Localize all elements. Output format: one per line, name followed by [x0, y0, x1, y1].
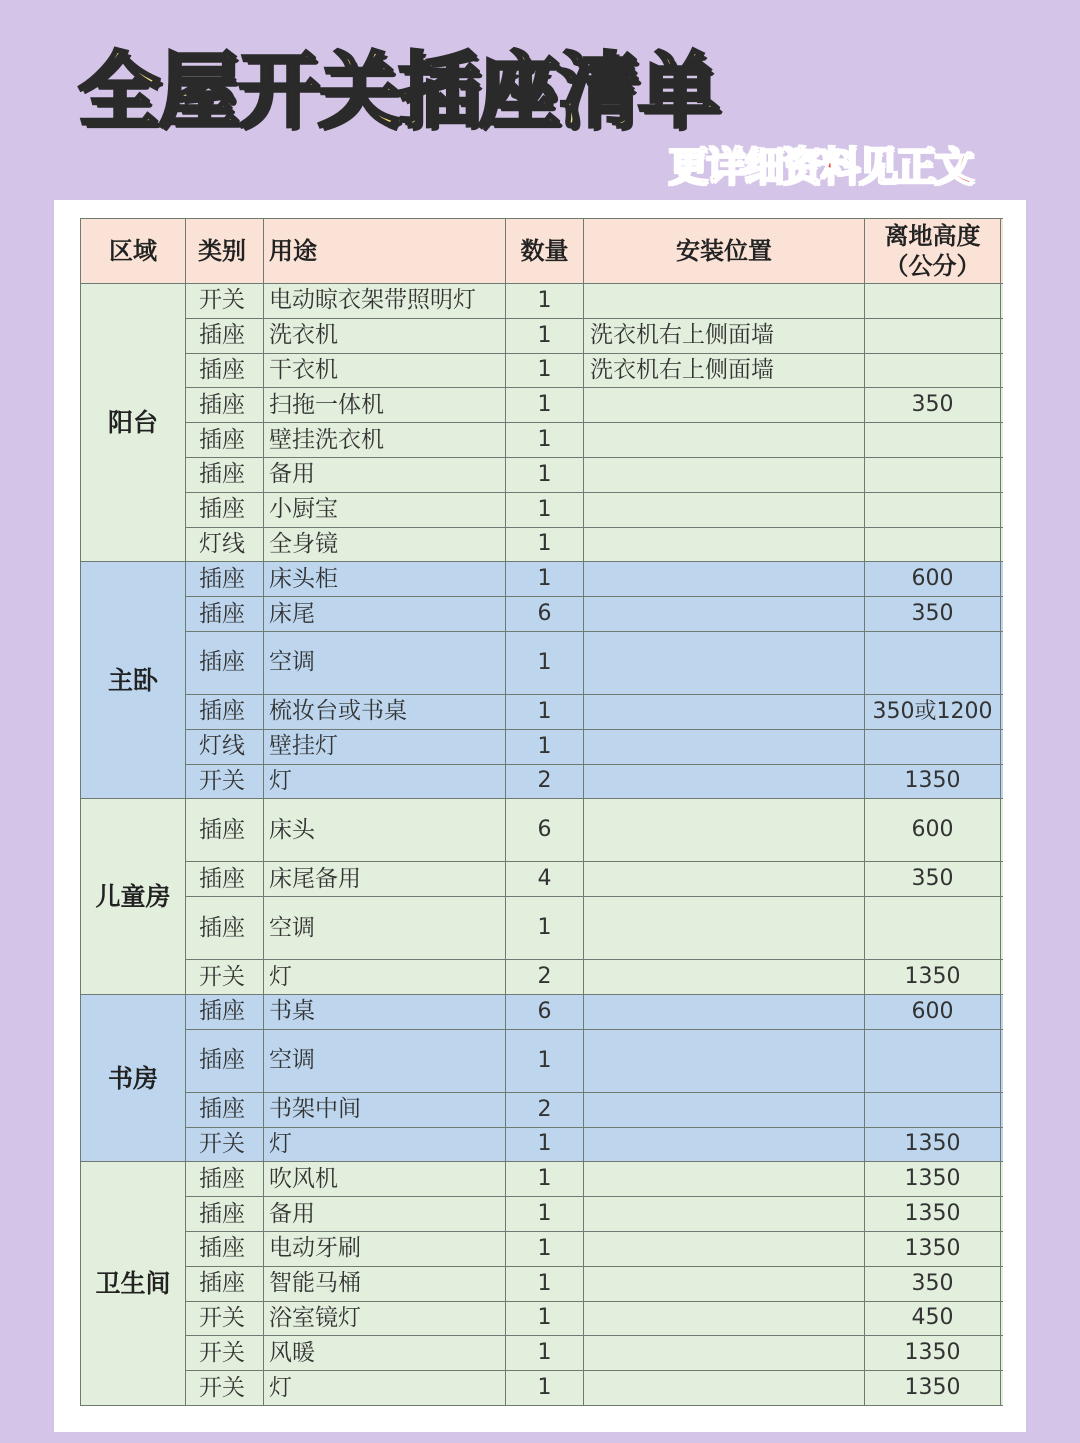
table-row [81, 562, 1003, 597]
extra-cell [1001, 597, 1003, 632]
extra-cell [1001, 353, 1003, 388]
type-cell: 开关 [186, 284, 264, 319]
height-cell: 1350 [865, 1371, 1001, 1406]
table-row [81, 1127, 1003, 1162]
region-cell: 儿童房 [81, 799, 186, 995]
type-cell: 开关 [186, 960, 264, 995]
type-cell: 插座 [186, 1092, 264, 1127]
qty-cell: 1 [506, 1301, 584, 1336]
height-cell: 1350 [865, 1162, 1001, 1197]
extra-cell [1001, 284, 1003, 319]
location-cell [584, 1197, 865, 1232]
table-row [81, 457, 1003, 492]
qty-cell: 1 [506, 492, 584, 527]
table-body [81, 284, 1003, 1406]
extra-cell [1001, 423, 1003, 458]
height-cell [865, 318, 1001, 353]
extra-cell [1001, 897, 1003, 960]
height-cell: 350 [865, 388, 1001, 423]
extra-cell [1001, 862, 1003, 897]
qty-cell: 1 [506, 1371, 584, 1406]
type-cell: 插座 [186, 799, 264, 862]
table-row [81, 994, 1003, 1029]
use-cell: 备用 [264, 1197, 506, 1232]
extra-cell [1001, 799, 1003, 862]
qty-cell: 1 [506, 284, 584, 319]
location-cell [584, 1127, 865, 1162]
extra-cell [1001, 318, 1003, 353]
extra-cell [1001, 764, 1003, 799]
table-row [81, 862, 1003, 897]
type-cell: 插座 [186, 318, 264, 353]
location-cell [584, 897, 865, 960]
table-row [81, 1231, 1003, 1266]
qty-cell: 4 [506, 862, 584, 897]
qty-cell: 1 [506, 1127, 584, 1162]
qty-cell: 1 [506, 1029, 584, 1092]
use-cell: 备用 [264, 457, 506, 492]
use-cell: 全身镜 [264, 527, 506, 562]
qty-cell: 1 [506, 1336, 584, 1371]
use-cell: 空调 [264, 631, 506, 694]
qty-cell: 1 [506, 353, 584, 388]
header-region: 区域 [81, 219, 186, 284]
type-cell: 插座 [186, 1029, 264, 1092]
location-cell: 洗衣机右上侧面墙 [584, 318, 865, 353]
type-cell: 插座 [186, 1266, 264, 1301]
qty-cell: 1 [506, 562, 584, 597]
header-use: 用途 [264, 219, 506, 284]
height-cell [865, 631, 1001, 694]
height-cell: 1350 [865, 764, 1001, 799]
use-cell: 书架中间 [264, 1092, 506, 1127]
table-row [81, 694, 1003, 729]
location-cell [584, 1301, 865, 1336]
table-row [81, 729, 1003, 764]
use-cell: 干衣机 [264, 353, 506, 388]
qty-cell: 1 [506, 1162, 584, 1197]
table-row [81, 492, 1003, 527]
qty-cell: 1 [506, 897, 584, 960]
page-subtitle: 更详细资料见正文 [668, 144, 972, 190]
extra-cell [1001, 960, 1003, 995]
table-row [81, 353, 1003, 388]
table-row [81, 423, 1003, 458]
location-cell [584, 597, 865, 632]
table-row [81, 318, 1003, 353]
switch-socket-table [80, 218, 1003, 1406]
type-cell: 插座 [186, 388, 264, 423]
extra-cell [1001, 729, 1003, 764]
location-cell [584, 764, 865, 799]
table-row [81, 764, 1003, 799]
qty-cell: 1 [506, 318, 584, 353]
use-cell: 电动晾衣架带照明灯 [264, 284, 506, 319]
type-cell: 插座 [186, 897, 264, 960]
use-cell: 浴室镜灯 [264, 1301, 506, 1336]
use-cell: 洗衣机 [264, 318, 506, 353]
use-cell: 吹风机 [264, 1162, 506, 1197]
location-cell [584, 284, 865, 319]
type-cell: 灯线 [186, 729, 264, 764]
type-cell: 插座 [186, 994, 264, 1029]
qty-cell: 1 [506, 1266, 584, 1301]
extra-cell [1001, 527, 1003, 562]
region-cell: 卫生间 [81, 1162, 186, 1406]
height-cell [865, 729, 1001, 764]
extra-cell [1001, 1301, 1003, 1336]
extra-cell [1001, 388, 1003, 423]
use-cell: 床头 [264, 799, 506, 862]
type-cell: 插座 [186, 1162, 264, 1197]
extra-cell [1001, 1197, 1003, 1232]
header-type: 类别 [186, 219, 264, 284]
qty-cell: 1 [506, 1231, 584, 1266]
type-cell: 插座 [186, 597, 264, 632]
qty-cell: 1 [506, 527, 584, 562]
extra-cell [1001, 1162, 1003, 1197]
use-cell: 床尾备用 [264, 862, 506, 897]
qty-cell: 2 [506, 960, 584, 995]
qty-cell: 1 [506, 457, 584, 492]
type-cell: 开关 [186, 1371, 264, 1406]
type-cell: 插座 [186, 631, 264, 694]
height-cell [865, 423, 1001, 458]
table-row [81, 1029, 1003, 1092]
height-cell: 1350 [865, 960, 1001, 995]
height-cell: 350 [865, 1266, 1001, 1301]
use-cell: 空调 [264, 897, 506, 960]
height-cell: 1350 [865, 1231, 1001, 1266]
table-row [81, 1266, 1003, 1301]
table-row [81, 1092, 1003, 1127]
use-cell: 灯 [264, 1127, 506, 1162]
extra-cell [1001, 1127, 1003, 1162]
header-height-line1: 离地高度 [884, 222, 981, 250]
qty-cell: 6 [506, 799, 584, 862]
table-row [81, 527, 1003, 562]
use-cell: 扫拖一体机 [264, 388, 506, 423]
page-title: 全屋开关插座清单 [78, 44, 719, 139]
type-cell: 开关 [186, 1336, 264, 1371]
table-row [81, 897, 1003, 960]
location-cell [584, 694, 865, 729]
use-cell: 灯 [264, 1371, 506, 1406]
height-cell [865, 284, 1001, 319]
height-cell [865, 897, 1001, 960]
header-height [865, 219, 1001, 284]
location-cell [584, 388, 865, 423]
use-cell: 空调 [264, 1029, 506, 1092]
extra-cell [1001, 631, 1003, 694]
location-cell [584, 1371, 865, 1406]
height-cell [865, 1029, 1001, 1092]
location-cell [584, 1231, 865, 1266]
table-row [81, 1371, 1003, 1406]
height-cell: 350 [865, 862, 1001, 897]
extra-cell [1001, 1231, 1003, 1266]
qty-cell: 1 [506, 631, 584, 694]
table-row [81, 799, 1003, 862]
location-cell [584, 862, 865, 897]
table-header-row [81, 219, 1003, 284]
header-height-line2: （公分） [884, 252, 981, 280]
height-cell: 600 [865, 799, 1001, 862]
height-cell: 1350 [865, 1336, 1001, 1371]
use-cell: 壁挂灯 [264, 729, 506, 764]
table-row [81, 631, 1003, 694]
location-cell [584, 799, 865, 862]
height-cell: 600 [865, 562, 1001, 597]
location-cell [584, 1266, 865, 1301]
table-row [81, 284, 1003, 319]
height-cell: 350或1200 [865, 694, 1001, 729]
table-row [81, 1162, 1003, 1197]
location-cell [584, 1029, 865, 1092]
location-cell [584, 1092, 865, 1127]
region-cell: 阳台 [81, 284, 186, 562]
type-cell: 插座 [186, 457, 264, 492]
type-cell: 插座 [186, 1197, 264, 1232]
extra-cell [1001, 457, 1003, 492]
height-cell [865, 527, 1001, 562]
extra-cell [1001, 994, 1003, 1029]
region-cell: 主卧 [81, 562, 186, 799]
type-cell: 开关 [186, 1127, 264, 1162]
header-extra [1001, 219, 1003, 284]
header-qty: 数量 [506, 219, 584, 284]
use-cell: 风暖 [264, 1336, 506, 1371]
extra-cell [1001, 492, 1003, 527]
extra-cell [1001, 694, 1003, 729]
type-cell: 插座 [186, 423, 264, 458]
height-cell: 1350 [865, 1197, 1001, 1232]
header-location: 安装位置 [584, 219, 865, 284]
location-cell [584, 631, 865, 694]
location-cell [584, 960, 865, 995]
use-cell: 小厨宝 [264, 492, 506, 527]
type-cell: 灯线 [186, 527, 264, 562]
type-cell: 开关 [186, 1301, 264, 1336]
extra-cell [1001, 1266, 1003, 1301]
qty-cell: 2 [506, 1092, 584, 1127]
type-cell: 插座 [186, 1231, 264, 1266]
extra-cell [1001, 1029, 1003, 1092]
qty-cell: 1 [506, 423, 584, 458]
use-cell: 电动牙刷 [264, 1231, 506, 1266]
location-cell [584, 1162, 865, 1197]
qty-cell: 1 [506, 729, 584, 764]
qty-cell: 1 [506, 1197, 584, 1232]
table-row [81, 388, 1003, 423]
use-cell: 梳妆台或书桌 [264, 694, 506, 729]
table-row [81, 1197, 1003, 1232]
type-cell: 插座 [186, 492, 264, 527]
table-row [81, 1301, 1003, 1336]
extra-cell [1001, 562, 1003, 597]
region-cell: 书房 [81, 994, 186, 1161]
location-cell [584, 492, 865, 527]
height-cell [865, 353, 1001, 388]
qty-cell: 2 [506, 764, 584, 799]
table-row [81, 597, 1003, 632]
height-cell [865, 1092, 1001, 1127]
use-cell: 灯 [264, 960, 506, 995]
use-cell: 灯 [264, 764, 506, 799]
height-cell: 600 [865, 994, 1001, 1029]
use-cell: 书桌 [264, 994, 506, 1029]
qty-cell: 6 [506, 994, 584, 1029]
height-cell: 450 [865, 1301, 1001, 1336]
type-cell: 开关 [186, 764, 264, 799]
table-row [81, 1336, 1003, 1371]
location-cell [584, 527, 865, 562]
qty-cell: 1 [506, 694, 584, 729]
location-cell [584, 1336, 865, 1371]
type-cell: 插座 [186, 353, 264, 388]
extra-cell [1001, 1336, 1003, 1371]
height-cell: 350 [865, 597, 1001, 632]
height-cell [865, 457, 1001, 492]
use-cell: 智能马桶 [264, 1266, 506, 1301]
location-cell [584, 729, 865, 764]
location-cell [584, 562, 865, 597]
use-cell: 床尾 [264, 597, 506, 632]
type-cell: 插座 [186, 694, 264, 729]
location-cell [584, 994, 865, 1029]
type-cell: 插座 [186, 862, 264, 897]
qty-cell: 1 [506, 388, 584, 423]
table-row [81, 960, 1003, 995]
height-cell: 1350 [865, 1127, 1001, 1162]
location-cell: 洗衣机右上侧面墙 [584, 353, 865, 388]
use-cell: 床头柜 [264, 562, 506, 597]
location-cell [584, 457, 865, 492]
location-cell [584, 423, 865, 458]
extra-cell [1001, 1092, 1003, 1127]
type-cell: 插座 [186, 562, 264, 597]
extra-cell [1001, 1371, 1003, 1406]
qty-cell: 6 [506, 597, 584, 632]
use-cell: 壁挂洗衣机 [264, 423, 506, 458]
height-cell [865, 492, 1001, 527]
